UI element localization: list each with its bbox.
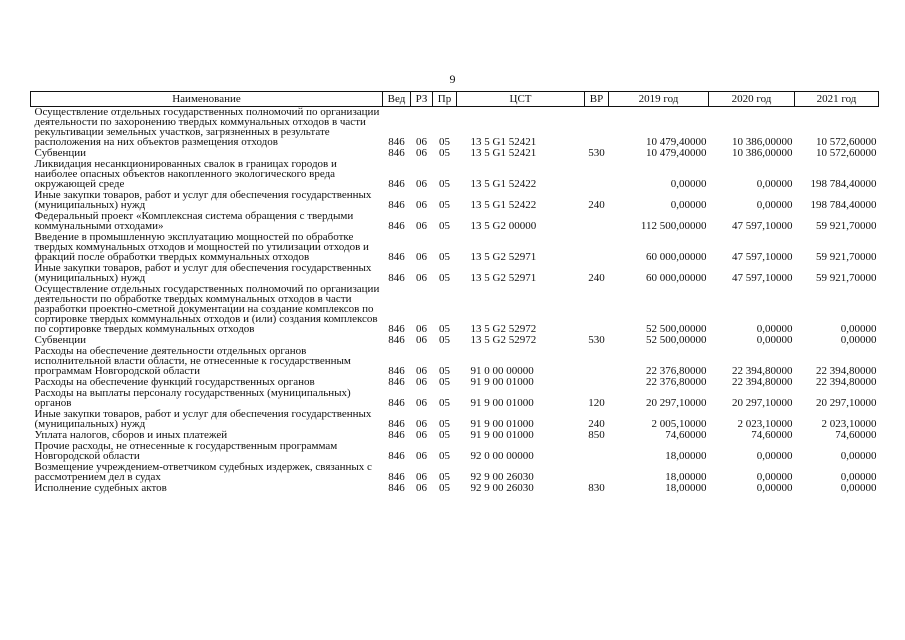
cell-rz: 06 — [416, 199, 427, 211]
cell-cst: 91 9 00 01000 — [470, 429, 534, 441]
cell-2019: 74,60000 — [665, 429, 707, 441]
cell-2019: 2 005,10000 — [651, 418, 707, 430]
cell-2019: 20 297,10000 — [646, 397, 707, 409]
cell-2019: 60 000,00000 — [646, 272, 707, 284]
cell-name: Иные закупки товаров, работ и услуг для обеспечения государственных (муниципальных) нужд — [34, 262, 372, 284]
cell-2019: 10 479,40000 — [646, 147, 707, 159]
cell-ved: 846 — [388, 272, 405, 284]
cell-2020: 10 386,00000 — [732, 147, 793, 159]
cell-rz: 06 — [416, 178, 427, 190]
cell-name: Прочие расходы, не отнесенные к государственным программам Новгородской области — [34, 440, 338, 462]
cell-2021: 10 572,60000 — [816, 136, 877, 148]
cell-cst: 13 5 G2 52972 — [470, 323, 537, 335]
cell-cst: 13 5 G2 52971 — [470, 272, 537, 284]
cell-pr: 05 — [439, 220, 450, 232]
cell-pr: 05 — [439, 471, 450, 483]
cell-ved: 846 — [388, 471, 405, 483]
cell-ved: 846 — [388, 220, 405, 232]
cell-name: Уплата налогов, сборов и иных платежей — [34, 429, 228, 441]
cell-vr — [585, 462, 609, 483]
cell-vr — [585, 232, 609, 263]
cell-name: Субвенции — [34, 147, 87, 159]
cell-2020: 0,00000 — [756, 323, 793, 335]
cell-ved: 846 — [388, 482, 405, 494]
cell-name: Осуществление отдельных государственных полномочий по организации деятельности по захоронению твердых коммунальных отходов в части рекультивации земельных участков, загрязненных в результате расположения на них объектов размещения отходов — [34, 106, 380, 148]
header-vr: ВР — [585, 92, 609, 107]
cell-2020: 22 394,80000 — [732, 365, 793, 377]
table-row — [31, 409, 879, 430]
cell-cst: 13 5 G1 52421 — [470, 147, 537, 159]
cell-2020: 47 597,10000 — [732, 220, 793, 232]
table-row — [31, 107, 879, 149]
header-cst: ЦСТ — [457, 92, 585, 107]
cell-rz: 06 — [416, 397, 427, 409]
cell-cst: 92 0 00 00000 — [470, 450, 534, 462]
cell-2019: 22 376,80000 — [646, 376, 707, 388]
cell-cst: 13 5 G2 52972 — [470, 334, 537, 346]
cell-vr — [585, 346, 609, 377]
cell-2021: 0,00000 — [840, 450, 877, 462]
cell-pr: 05 — [439, 418, 450, 430]
cell-2019: 60 000,00000 — [646, 251, 707, 263]
cell-pr: 05 — [439, 334, 450, 346]
cell-2021: 20 297,10000 — [816, 397, 877, 409]
cell-2021: 74,60000 — [835, 429, 877, 441]
cell-ved: 846 — [388, 450, 405, 462]
cell-2021: 2 023,10000 — [821, 418, 877, 430]
cell-2020: 0,00000 — [756, 178, 793, 190]
cell-name: Расходы на выплаты персоналу государственных (муниципальных) органов — [34, 387, 351, 409]
cell-vr — [585, 107, 609, 149]
cell-2021: 0,00000 — [840, 334, 877, 346]
cell-2019: 18,00000 — [665, 471, 707, 483]
cell-cst: 92 9 00 26030 — [470, 482, 534, 494]
cell-2019: 0,00000 — [670, 199, 707, 211]
cell-vr: 530 — [588, 334, 605, 346]
cell-2020: 20 297,10000 — [732, 397, 793, 409]
cell-pr: 05 — [439, 323, 450, 335]
cell-ved: 846 — [388, 334, 405, 346]
table-row — [31, 388, 879, 409]
table-header-row — [31, 92, 879, 107]
cell-2021: 0,00000 — [840, 323, 877, 335]
cell-rz: 06 — [416, 323, 427, 335]
cell-cst: 91 9 00 01000 — [470, 376, 534, 388]
table-row — [31, 211, 879, 232]
table-row — [31, 483, 879, 494]
header-2021: 2021 год — [795, 92, 879, 107]
cell-ved: 846 — [388, 429, 405, 441]
table-row — [31, 232, 879, 263]
cell-2021: 59 921,70000 — [816, 220, 877, 232]
cell-ved: 846 — [388, 136, 405, 148]
cell-vr: 240 — [588, 199, 605, 211]
cell-name: Иные закупки товаров, работ и услуг для обеспечения государственных (муниципальных) нужд — [34, 408, 372, 430]
cell-rz: 06 — [416, 272, 427, 284]
cell-rz: 06 — [416, 429, 427, 441]
cell-cst: 13 5 G1 52422 — [470, 199, 537, 211]
cell-name: Субвенции — [34, 334, 87, 346]
table-row — [31, 462, 879, 483]
cell-name: Иные закупки товаров, работ и услуг для обеспечения государственных (муниципальных) нужд — [34, 189, 372, 211]
cell-rz: 06 — [416, 418, 427, 430]
cell-pr: 05 — [439, 397, 450, 409]
cell-cst: 13 5 G1 52421 — [470, 136, 537, 148]
cell-2019: 10 479,40000 — [646, 136, 707, 148]
cell-cst: 13 5 G1 52422 — [470, 178, 537, 190]
cell-2019: 0,00000 — [670, 178, 707, 190]
cell-name: Исполнение судебных актов — [34, 482, 167, 494]
cell-2021: 198 784,40000 — [810, 178, 877, 190]
cell-ved: 846 — [388, 147, 405, 159]
cell-2021: 22 394,80000 — [816, 365, 877, 377]
cell-vr: 850 — [588, 429, 605, 441]
cell-pr: 05 — [439, 251, 450, 263]
cell-ved: 846 — [388, 376, 405, 388]
cell-vr — [585, 211, 609, 232]
cell-vr: 830 — [588, 482, 605, 494]
cell-cst: 91 0 00 00000 — [470, 365, 534, 377]
cell-rz: 06 — [416, 376, 427, 388]
cell-vr: 530 — [588, 147, 605, 159]
cell-vr — [585, 377, 609, 388]
cell-ved: 846 — [388, 397, 405, 409]
cell-ved: 846 — [388, 418, 405, 430]
cell-2019: 52 500,00000 — [646, 334, 707, 346]
header-pr: Пр — [433, 92, 457, 107]
cell-pr: 05 — [439, 429, 450, 441]
header-rz: РЗ — [411, 92, 433, 107]
header-name: Наименование — [31, 92, 383, 107]
cell-rz: 06 — [416, 471, 427, 483]
cell-rz: 06 — [416, 251, 427, 263]
cell-vr — [585, 159, 609, 190]
cell-2020: 47 597,10000 — [732, 272, 793, 284]
cell-2020: 10 386,00000 — [732, 136, 793, 148]
cell-pr: 05 — [439, 482, 450, 494]
cell-2021: 22 394,80000 — [816, 376, 877, 388]
cell-2020: 0,00000 — [756, 482, 793, 494]
cell-2021: 0,00000 — [840, 471, 877, 483]
cell-pr: 05 — [439, 376, 450, 388]
cell-vr: 120 — [588, 397, 605, 409]
cell-cst: 92 9 00 26030 — [470, 471, 534, 483]
cell-pr: 05 — [439, 450, 450, 462]
cell-cst: 91 9 00 01000 — [470, 418, 534, 430]
header-2019: 2019 год — [609, 92, 709, 107]
cell-pr: 05 — [439, 136, 450, 148]
cell-ved: 846 — [388, 199, 405, 211]
cell-2020: 0,00000 — [756, 450, 793, 462]
cell-pr: 05 — [439, 147, 450, 159]
cell-2020: 22 394,80000 — [732, 376, 793, 388]
table-row — [31, 346, 879, 377]
cell-rz: 06 — [416, 147, 427, 159]
cell-2020: 0,00000 — [756, 334, 793, 346]
header-2020: 2020 год — [709, 92, 795, 107]
cell-pr: 05 — [439, 178, 450, 190]
header-ved: Вед — [383, 92, 411, 107]
cell-2020: 0,00000 — [756, 471, 793, 483]
cell-name: Федеральный проект «Комплексная система обращения с твердыми коммунальными отходами» — [34, 210, 354, 232]
page-number: 9 — [449, 72, 456, 86]
cell-ved: 846 — [388, 178, 405, 190]
cell-vr: 240 — [588, 418, 605, 430]
cell-rz: 06 — [416, 334, 427, 346]
cell-2019: 112 500,00000 — [640, 220, 707, 232]
cell-2020: 47 597,10000 — [732, 251, 793, 263]
cell-rz: 06 — [416, 482, 427, 494]
cell-name: Ликвидация несанкционированных свалок в границах городов и наиболее опасных объектов накопленного экологического вреда окружающей среде — [34, 158, 337, 190]
cell-2020: 0,00000 — [756, 199, 793, 211]
table-row — [31, 190, 879, 211]
cell-rz: 06 — [416, 136, 427, 148]
cell-name: Возмещение учреждением-ответчиком судебных издержек, связанных с рассмотрением дел в судах — [34, 461, 372, 483]
cell-pr: 05 — [439, 199, 450, 211]
cell-2021: 59 921,70000 — [816, 251, 877, 263]
cell-name: Введение в промышленную эксплуатацию мощностей по обработке твердых коммунальных отходов и мощностей по утилизации отходов и фракций после обработки твердых коммунальных отходов — [34, 231, 369, 263]
cell-2021: 10 572,60000 — [816, 147, 877, 159]
cell-rz: 06 — [416, 220, 427, 232]
cell-vr — [585, 284, 609, 335]
table-row — [31, 441, 879, 462]
budget-table — [30, 91, 879, 494]
cell-2019: 18,00000 — [665, 482, 707, 494]
cell-name: Расходы на обеспечение функций государственных органов — [34, 376, 315, 388]
cell-rz: 06 — [416, 365, 427, 377]
cell-2020: 74,60000 — [751, 429, 793, 441]
cell-vr: 240 — [588, 272, 605, 284]
cell-pr: 05 — [439, 365, 450, 377]
cell-cst: 13 5 G2 00000 — [470, 220, 537, 232]
cell-2021: 198 784,40000 — [810, 199, 877, 211]
cell-name: Осуществление отдельных государственных полномочий по организации деятельности по обработке твердых коммунальных отходов в части разработки проектно-сметной документации на создание комплексов по сортировке твердых коммунальных отходов и (или) создания комплексов по сортировке твердых коммунальных отходов — [34, 283, 380, 335]
cell-pr: 05 — [439, 272, 450, 284]
cell-2021: 0,00000 — [840, 482, 877, 494]
cell-2019: 52 500,00000 — [646, 323, 707, 335]
table-row — [31, 284, 879, 335]
table-row — [31, 263, 879, 284]
cell-name: Расходы на обеспечение деятельности отдельных органов исполнительной власти области, не отнесенные к государственным программам Новгородской области — [34, 345, 351, 377]
cell-cst: 91 9 00 01000 — [470, 397, 534, 409]
cell-rz: 06 — [416, 450, 427, 462]
cell-cst: 13 5 G2 52971 — [470, 251, 537, 263]
cell-vr — [585, 441, 609, 462]
cell-2019: 22 376,80000 — [646, 365, 707, 377]
cell-2020: 2 023,10000 — [737, 418, 793, 430]
table-row — [31, 159, 879, 190]
cell-ved: 846 — [388, 365, 405, 377]
cell-2021: 59 921,70000 — [816, 272, 877, 284]
cell-2019: 18,00000 — [665, 450, 707, 462]
cell-ved: 846 — [388, 251, 405, 263]
cell-ved: 846 — [388, 323, 405, 335]
